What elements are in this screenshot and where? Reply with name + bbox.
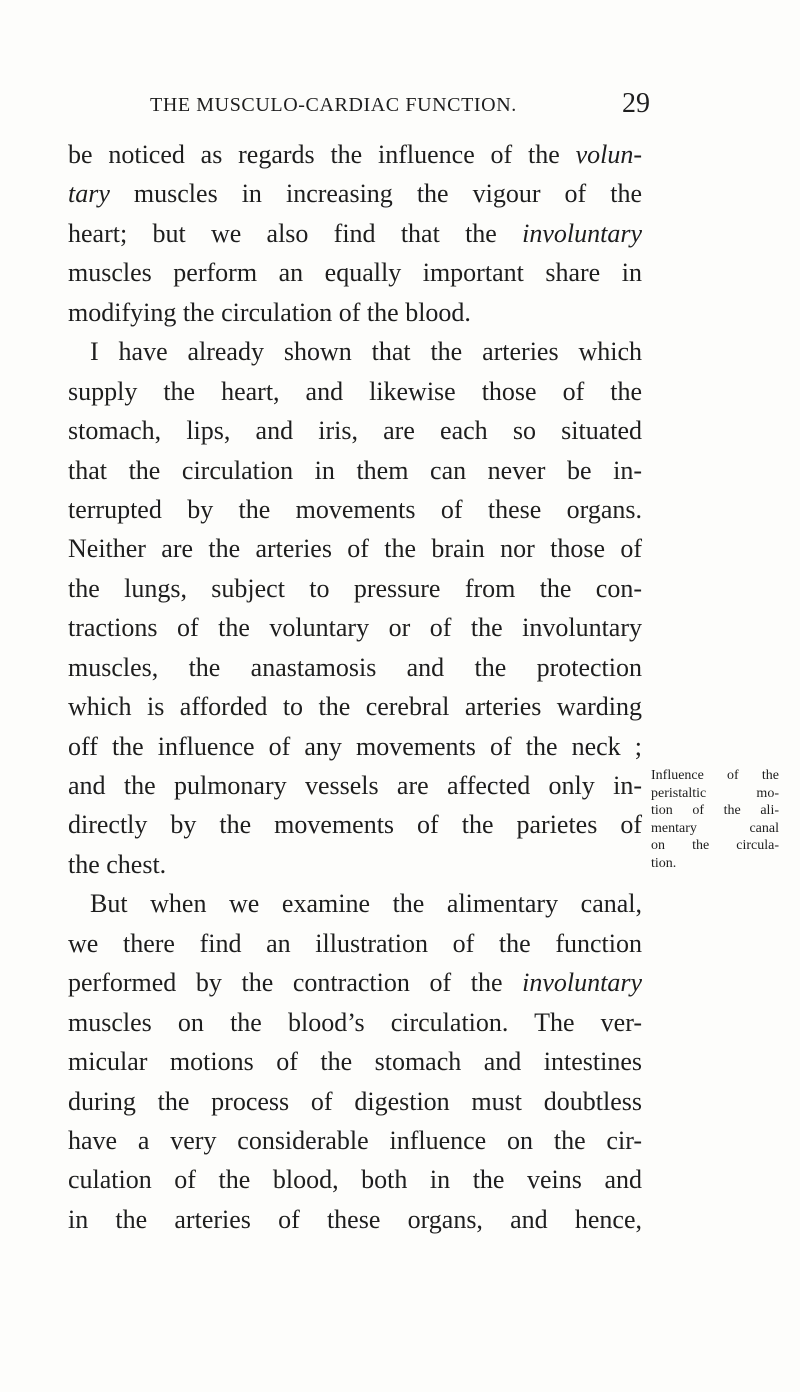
text-line: and the pulmonary vessels are affected only in- — [68, 771, 642, 800]
text-line: tary muscles in increasing the vigour of the — [68, 179, 642, 209]
text-line: Neither are the arteries of the brain nor those of — [68, 534, 642, 564]
margin-note-line: tion of the ali- — [651, 803, 779, 818]
text-line: terrupted by the movements of these organs. — [68, 494, 642, 524]
text-line: tractions of the voluntary or of the involuntary — [68, 613, 642, 643]
text-line: culation of the blood, both in the veins and — [68, 1165, 642, 1195]
text-line: be noticed as regards the influence of the volun- — [68, 140, 642, 169]
text-line: stomach, lips, and iris, are each so situated — [68, 416, 642, 446]
text-line: muscles, the anastamosis and the protection — [68, 652, 642, 682]
text-line: supply the heart, and likewise those of the — [68, 376, 642, 406]
margin-note-line: peristaltic mo- — [651, 785, 779, 801]
margin-note — [651, 767, 779, 872]
text-line: in the arteries of these organs, and hence, — [68, 1204, 642, 1234]
text-line: have a very considerable influence on the cir- — [68, 1125, 642, 1155]
margin-note-line: on the circula- — [651, 838, 779, 853]
body-text — [68, 135, 642, 1239]
margin-note-line: Influence of the — [651, 768, 779, 783]
margin-note-line: tion. — [651, 855, 677, 871]
running-head — [150, 88, 650, 126]
text-line: muscles perform an equally important share in — [68, 258, 642, 288]
text-line: But when we examine the alimentary canal, — [90, 889, 642, 919]
text-line: modifying the circulation of the blood. — [68, 297, 471, 327]
text-line: directly by the movements of the parietes of — [68, 810, 642, 840]
text-line: muscles on the blood’s circulation. The ver- — [68, 1007, 642, 1037]
text-line: which is afforded to the cerebral arteries warding — [68, 692, 642, 722]
margin-note-line: mentary canal — [651, 820, 779, 836]
text-line: heart; but we also find that the involuntary — [68, 218, 642, 248]
text-line: micular motions of the stomach and intestines — [68, 1047, 642, 1077]
text-line: that the circulation in them can never be in- — [68, 455, 642, 485]
text-line: I have already shown that the arteries which — [90, 337, 642, 367]
text-line: the chest. — [68, 849, 167, 879]
text-line: during the process of digestion must doubtless — [68, 1086, 642, 1116]
text-line: the lungs, subject to pressure from the con- — [68, 573, 642, 603]
text-line: performed by the contraction of the involuntary — [68, 968, 642, 998]
text-line: we there find an illustration of the function — [68, 928, 642, 958]
page-number: 29 — [622, 88, 650, 119]
running-title: THE MUSCULO-CARDIAC FUNCTION. — [150, 94, 517, 116]
text-line: off the influence of any movements of the neck ; — [68, 731, 642, 761]
